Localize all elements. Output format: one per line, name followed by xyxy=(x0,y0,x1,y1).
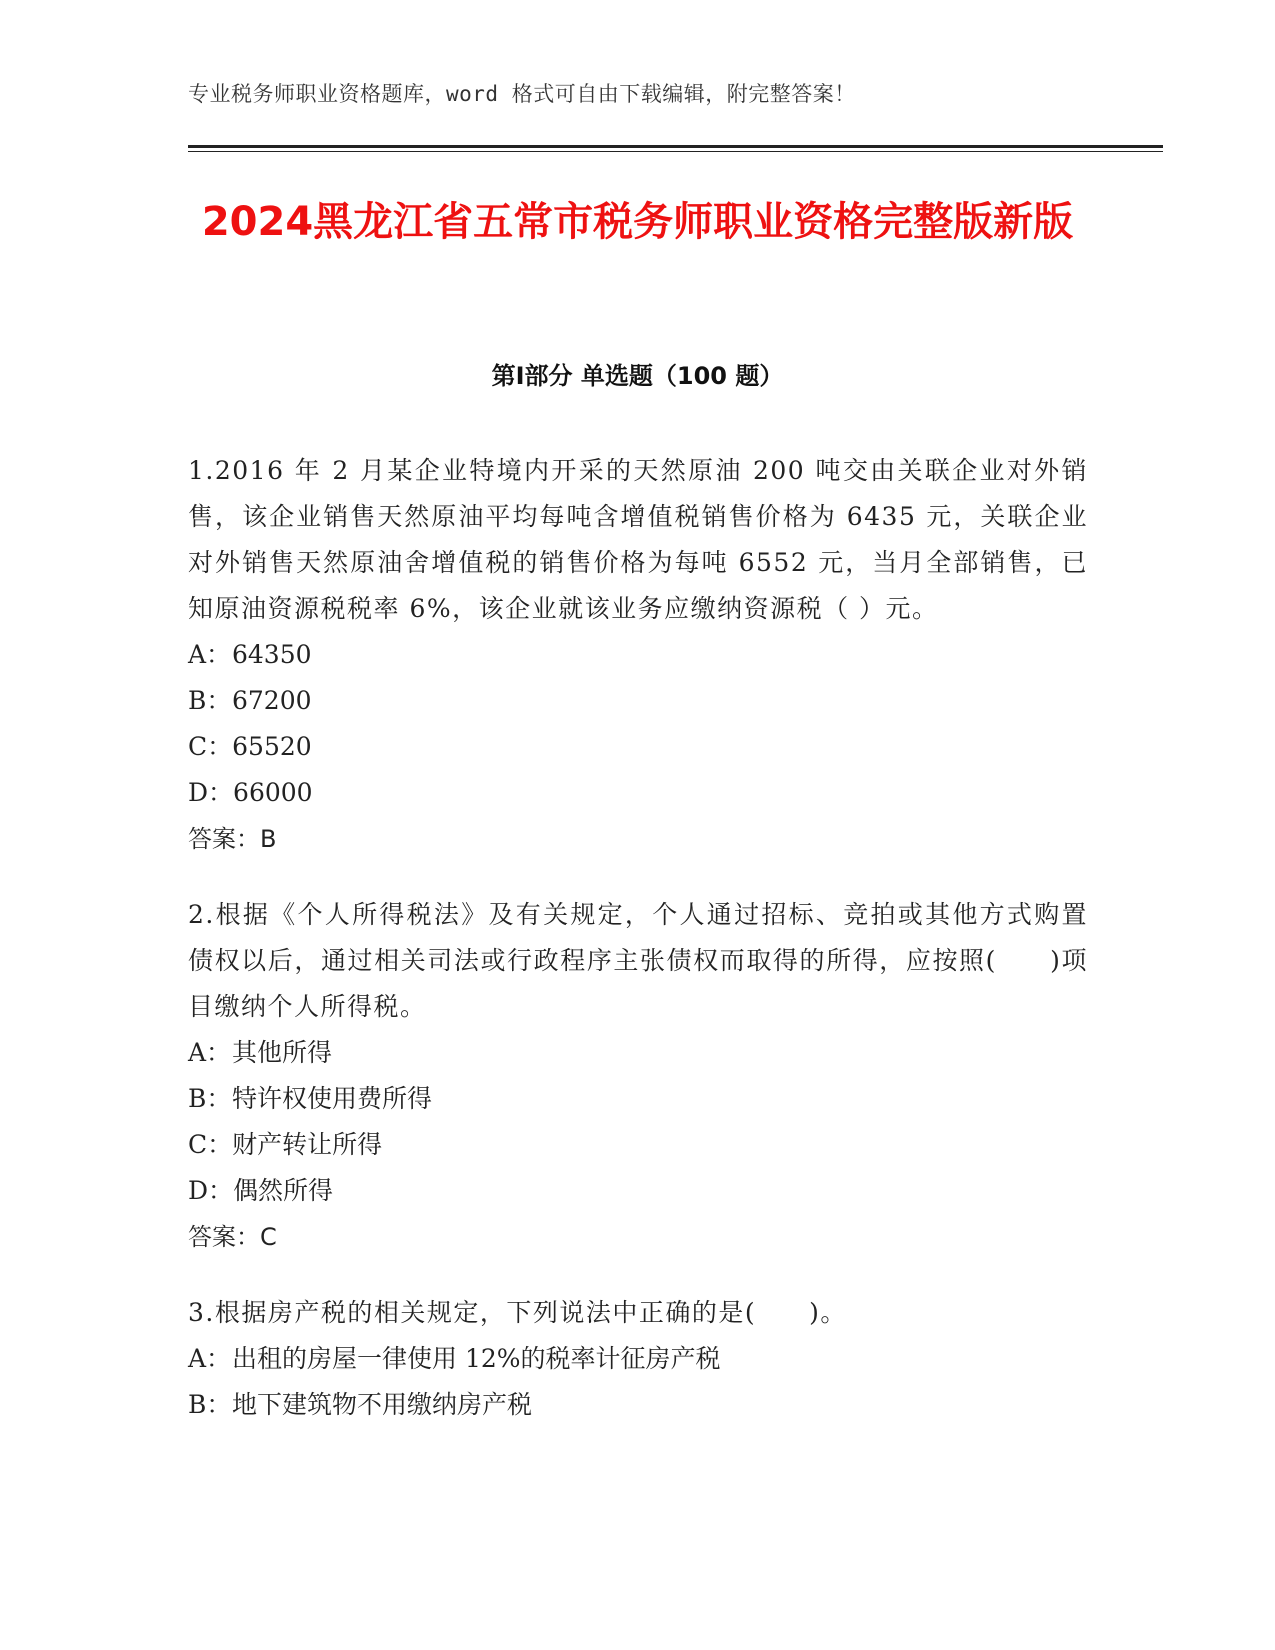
option-text: 偶然所得 xyxy=(233,1176,334,1205)
option-text: 其他所得 xyxy=(232,1038,333,1067)
option-text: 出租的房屋一律使用 12%的税率计征房产税 xyxy=(232,1344,721,1373)
answer-line: 答案：C xyxy=(188,1223,277,1251)
option-b xyxy=(188,1076,1088,1122)
option-d xyxy=(188,770,1088,816)
option-c xyxy=(188,1122,1088,1168)
option-text: 65520 xyxy=(232,732,312,761)
option-c xyxy=(188,724,1088,770)
answer-line: 答案：B xyxy=(188,825,277,853)
option-label: C： xyxy=(188,1130,233,1159)
option-text: 特许权使用费所得 xyxy=(232,1084,433,1113)
option-label: A： xyxy=(188,640,232,669)
question-stem: 3.根据房产税的相关规定，下列说法中正确的是( )。 xyxy=(188,1298,847,1327)
option-label: D： xyxy=(188,1176,234,1205)
option-label: B： xyxy=(188,1390,232,1419)
option-label: A： xyxy=(188,1344,232,1373)
option-text: 64350 xyxy=(232,640,312,669)
question-1 xyxy=(188,448,1088,862)
question-3 xyxy=(188,1290,1088,1428)
header-divider-thick xyxy=(188,145,1163,148)
question-list xyxy=(188,448,1088,1458)
header-note: 专业税务师职业资格题库，word 格式可自由下载编辑，附完整答案！ xyxy=(188,82,856,106)
document-title: 2024黑龙江省五常市税务师职业资格完整版新版 xyxy=(201,199,1074,245)
option-text: 66000 xyxy=(233,778,313,807)
option-text: 地下建筑物不用缴纳房产税 xyxy=(232,1390,533,1419)
header-divider-thin xyxy=(188,151,1163,152)
option-text: 财产转让所得 xyxy=(232,1130,383,1159)
option-a xyxy=(188,1336,1088,1382)
option-label: B： xyxy=(188,686,232,715)
option-d xyxy=(188,1168,1088,1214)
option-a xyxy=(188,1030,1088,1076)
option-b xyxy=(188,678,1088,724)
option-label: B： xyxy=(188,1084,232,1113)
option-label: D： xyxy=(188,778,234,807)
option-b xyxy=(188,1382,1088,1428)
section-heading: 第Ⅰ部分 单选题（100 题） xyxy=(491,362,784,390)
option-a xyxy=(188,632,1088,678)
option-text: 67200 xyxy=(232,686,312,715)
option-label: C： xyxy=(188,732,233,761)
question-stem: 1.2016 年 2 月某企业特境内开采的天然原油 200 吨交由关联企业对外销售，该企业销售天然原油平均每吨含增值税销售价格为 6435 元，关联企业对外销售天然原油舍增值税的销售价格为每吨 6552 元，当月全部销售，已知原油资源税税率 6%，该企业就该业务应缴纳资源税（ ）元。 xyxy=(188,456,1088,623)
question-2 xyxy=(188,892,1088,1260)
question-stem: 2.根据《个人所得税法》及有关规定，个人通过招标、竞拍或其他方式购置债权以后，通过相关司法或行政程序主张债权而取得的所得，应按照( )项目缴纳个人所得税。 xyxy=(188,900,1088,1021)
option-label: A： xyxy=(188,1038,232,1067)
